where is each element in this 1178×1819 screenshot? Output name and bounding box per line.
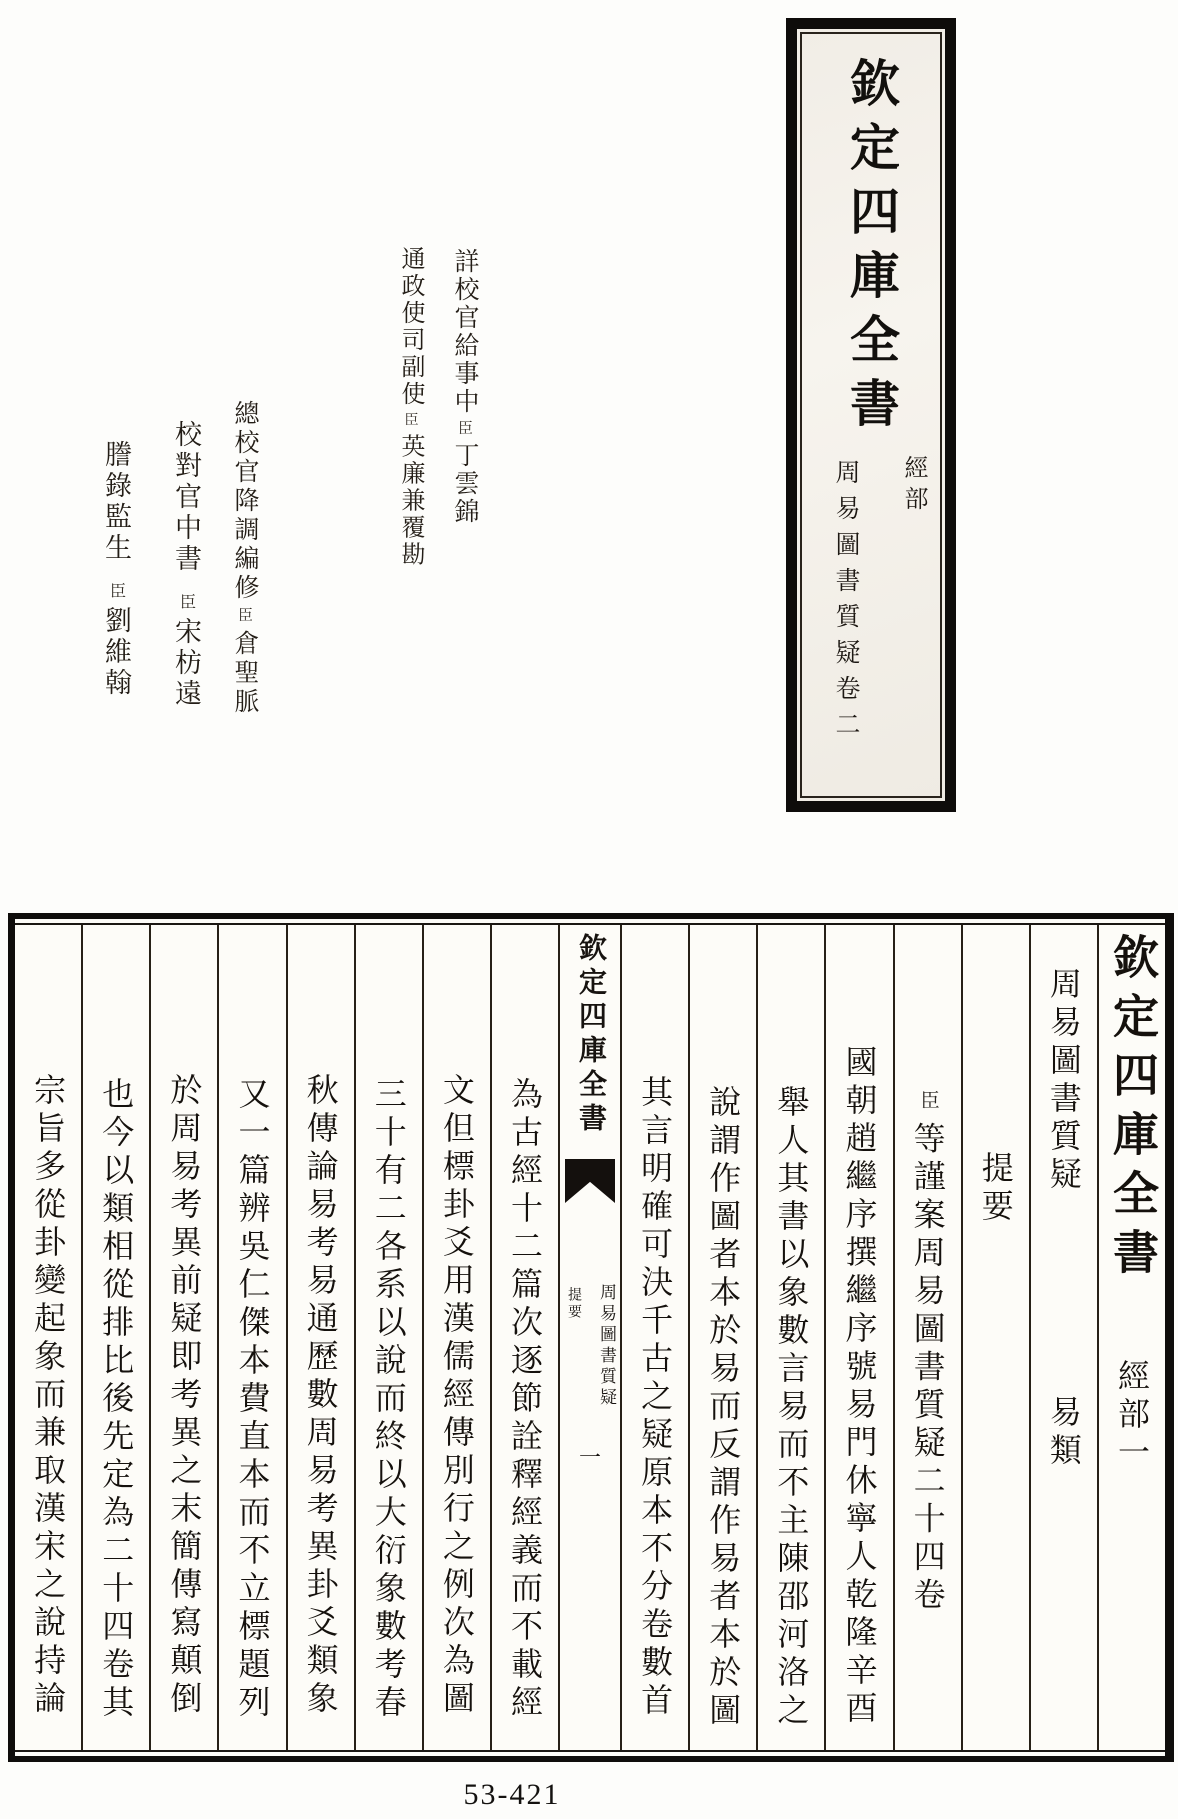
fold-section: 提要 [566,1287,581,1321]
book-page [8,913,1174,1762]
reviewer-column [102,440,129,699]
column-body [490,925,558,1750]
spacer [116,564,117,582]
reviewer-role: 校對官中書 [171,420,201,575]
fold-book-title: 周易圖書質疑 [597,1283,616,1409]
body-line: 秋傳論易考易通歷數周易考異卦爻類象 [302,1073,339,1719]
chen-mark: 臣 [456,420,472,438]
page-header-section: 經部一 [1113,1359,1150,1473]
fold-page-number: 一 [578,1445,602,1470]
column-book-title [1029,925,1097,1750]
reviewer-role: 謄錄監生 [101,440,131,564]
reviewer-column [232,400,257,717]
column-body [893,925,961,1750]
spine-volume: 周易圖書質疑卷二 [832,459,859,747]
reviewer-name: 英廉兼覆勘 [397,433,423,569]
column-body [217,925,285,1750]
column-body [824,925,892,1750]
spine-section: 經部 [900,455,926,517]
reviewer-column [452,248,477,526]
body-line: 舉人其書以象數言易而不主陳邵河洛之 [773,1085,810,1731]
body-line: 說謂作圖者本於易而反謂作易者本於圖 [705,1085,742,1731]
chen-mark: 臣 [236,607,252,626]
book-category: 易類 [1045,1395,1082,1471]
column-body [286,925,354,1750]
reviewer-column [398,246,422,568]
chen-mark: 臣 [917,1090,939,1116]
column-body [15,925,81,1750]
body-line: 為古經十二篇次逐節詮釋經義而不載經 [506,1077,543,1723]
tiyao-heading: 提要 [977,1151,1014,1227]
page-columns [15,923,1165,1752]
reviewer-role: 總校官降調編修 [231,400,258,603]
column-body [149,925,217,1750]
column-body [620,925,688,1750]
body-line: 於周易考異前疑即考異之末簡傳寫顛倒 [166,1073,203,1719]
body-line: 文但標卦爻用漢儒經傳別行之例次為圖 [438,1073,475,1719]
column-header [1097,925,1165,1750]
spine-label-box [786,18,956,812]
body-line: 國朝趙繼序撰繼序號易門休寧人乾隆辛酉 [841,1045,878,1729]
body-line: 又一篇辨吳仁傑本費直本而不立標題列 [234,1077,271,1723]
spacer [1131,1287,1132,1359]
center-fold-column [558,925,620,1750]
column-body [354,925,422,1750]
column-body [422,925,490,1750]
fold-title: 欽定四庫全書 [575,933,606,1137]
spine-title: 欽定四庫全書 [843,57,899,441]
body-line: 三十有二各系以說而終以大衍象數考春 [370,1077,407,1723]
book-title: 周易圖書質疑 [1045,967,1082,1195]
spacer [1063,1195,1064,1395]
reviewer-name: 倉聖脈 [231,630,258,717]
spacer [186,575,187,593]
reviewer-name: 宋枋遠 [171,617,201,711]
chen-mark: 臣 [107,582,125,603]
plate-code: 53-421 [463,1778,561,1811]
chen-mark: 臣 [177,593,195,614]
body-line: 其言明確可決千古之疑原本不分卷數首 [637,1075,674,1721]
reviewer-name: 劉維翰 [101,606,131,700]
column-tiyao [961,925,1029,1750]
reviewer-role: 通政使司副使 [397,246,423,408]
chen-mark: 臣 [402,412,418,430]
body-line: 宗旨多從卦變起象而兼取漢宋之說持論 [30,1073,67,1719]
book-title-text [1045,925,1082,1750]
body-text [909,925,946,1750]
header-text [1106,925,1158,1750]
column-body [81,925,149,1750]
column-body [688,925,756,1750]
reviewer-column [172,420,199,710]
body-line: 等謹案周易圖書質疑二十四卷 [909,1121,946,1616]
column-body [756,925,824,1750]
reviewer-role: 詳校官給事中 [451,248,478,416]
fish-tail-mark-icon [565,1159,615,1203]
page-header-title: 欽定四庫全書 [1106,933,1158,1287]
reviewer-name: 丁雲錦 [451,442,478,526]
body-line: 也今以類相從排比後先定為二十四卷其 [98,1077,135,1723]
